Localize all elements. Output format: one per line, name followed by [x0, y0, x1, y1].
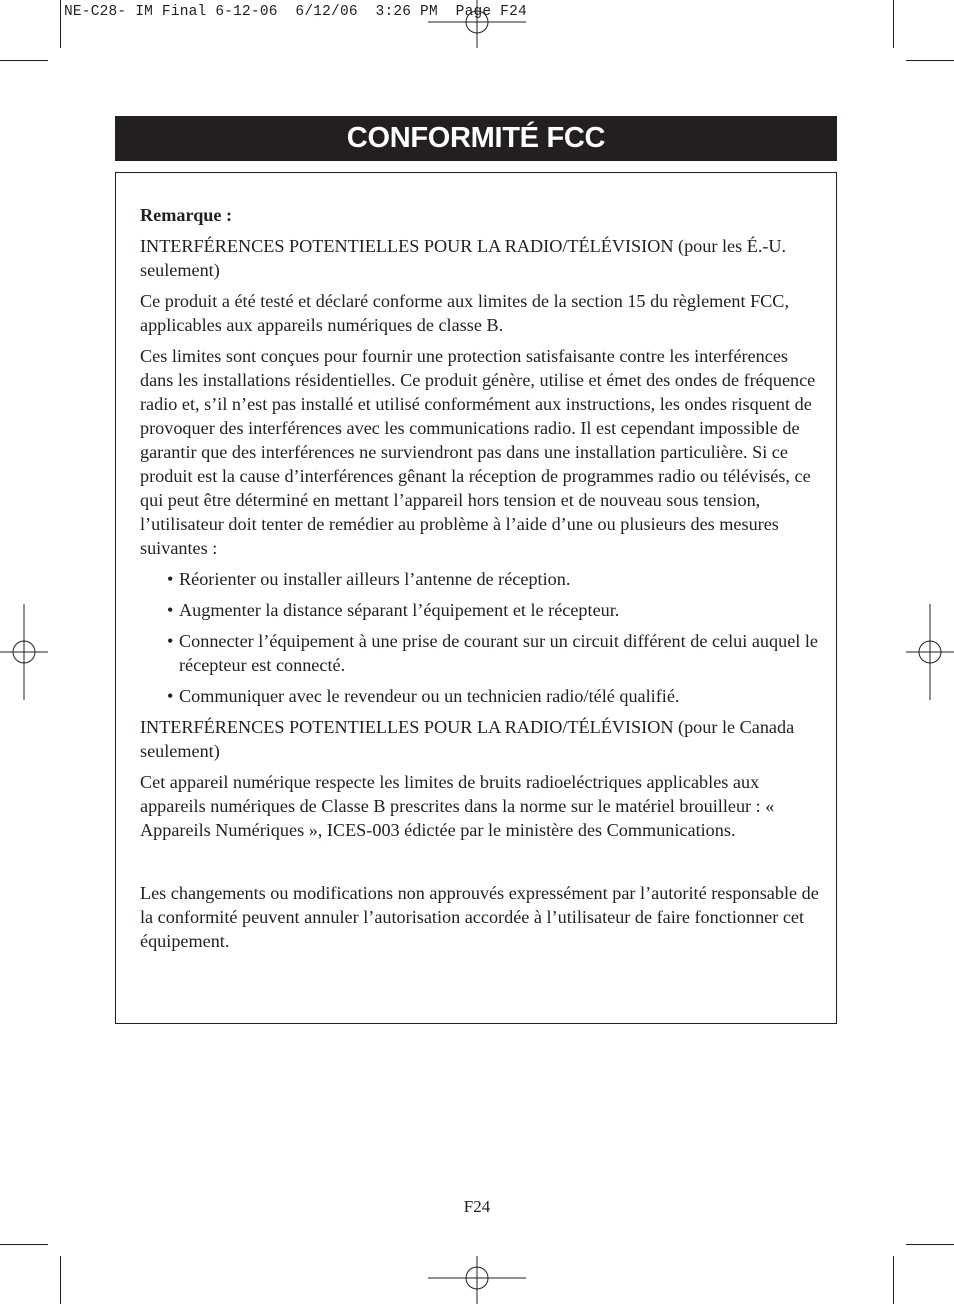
- list-item: • Communiquer avec le revendeur ou un technicien radio/télé qualifié.: [167, 684, 820, 708]
- page-title: CONFORMITÉ FCC: [346, 122, 606, 154]
- list-item: • Connecter l’équipement à une prise de courant sur un circuit différent de celui auquel le récepteur est connecté.: [167, 629, 820, 677]
- crop-mark-bottom-left-vertical: [60, 1256, 61, 1304]
- canada-interference-heading: INTERFÉRENCES POTENTIELLES POUR LA RADIO/TÉLÉVISION (pour le Canada seulement): [140, 717, 795, 761]
- printer-slug-line: NE-C28- IM Final 6-12-06 6/12/06 3:26 PM Page F24: [64, 4, 527, 20]
- crop-mark-top-left-vertical: [60, 0, 61, 48]
- page-number: F24: [463, 1197, 491, 1216]
- crop-mark-top-right-vertical: [893, 0, 894, 48]
- list-item: • Augmenter la distance séparant l’équipement et le récepteur.: [167, 598, 820, 622]
- crop-mark-bottom-right-vertical: [893, 1256, 894, 1304]
- registration-mark-top-icon: [428, 0, 526, 48]
- fcc-notice-box: [115, 172, 837, 1024]
- registration-mark-right-icon: [906, 604, 954, 700]
- us-interference-heading: INTERFÉRENCES POTENTIELLES POUR LA RADIO/TÉLÉVISION (pour les É.-U. seulement): [140, 236, 787, 280]
- page-title-bar: [115, 116, 837, 161]
- note-label: Remarque :: [140, 205, 233, 225]
- paragraph-spacer: [140, 849, 820, 881]
- registration-mark-bottom-icon: [428, 1256, 526, 1304]
- crop-mark-bottom-right-horizontal: [906, 1244, 954, 1245]
- registration-mark-left-icon: [0, 604, 48, 700]
- us-compliance-paragraph: Ce produit a été testé et déclaré conforme aux limites de la section 15 du règlement FCC, applicables aux appareils numériques de classe B.: [140, 291, 789, 335]
- crop-mark-top-right-horizontal: [906, 60, 954, 61]
- crop-mark-top-left-horizontal: [0, 60, 48, 61]
- corrective-measures-list: [140, 567, 820, 708]
- canada-compliance-paragraph: Cet appareil numérique respecte les limites de bruits radioeléctriques applicables aux appareils numériques de Classe B prescrites dans la norme sur le matériel brouilleur : « Appareils Numériques », ICES-003 édictée par le ministère des Communications.: [140, 772, 775, 840]
- list-item: • Réorienter ou installer ailleurs l’antenne de réception.: [167, 567, 820, 591]
- us-limits-paragraph: Ces limites sont conçues pour fournir une protection satisfaisante contre les interférences dans les installations résidentielles. Ce produit génère, utilise et émet des ondes de fréquence radio et, s’il n’est pas installé et utilisé conformément aux instructions, les ondes risquent de provoquer des interférences avec les communications radio. Il est cependant impossible de garantir que des interférences ne surviendront pas dans une installation particulière. Si ce produit est la cause d’interférences gênant la réception de programmes radio ou télévisés, ce qui peut être déterminé en mettant l’appareil hors tension et de nouveau sous tension, l’utilisateur doit tenter de remédier au problème à l’aide d’une ou plusieurs des mesures suivantes :: [140, 346, 816, 558]
- crop-mark-bottom-left-horizontal: [0, 1244, 48, 1245]
- fcc-notice-content: [140, 203, 820, 960]
- changes-warning-paragraph: Les changements ou modifications non approuvés expressément par l’autorité responsable de la conformité peuvent annuler l’autorisation accordée à l’utilisateur de faire fonctionner cet équipement.: [140, 883, 819, 951]
